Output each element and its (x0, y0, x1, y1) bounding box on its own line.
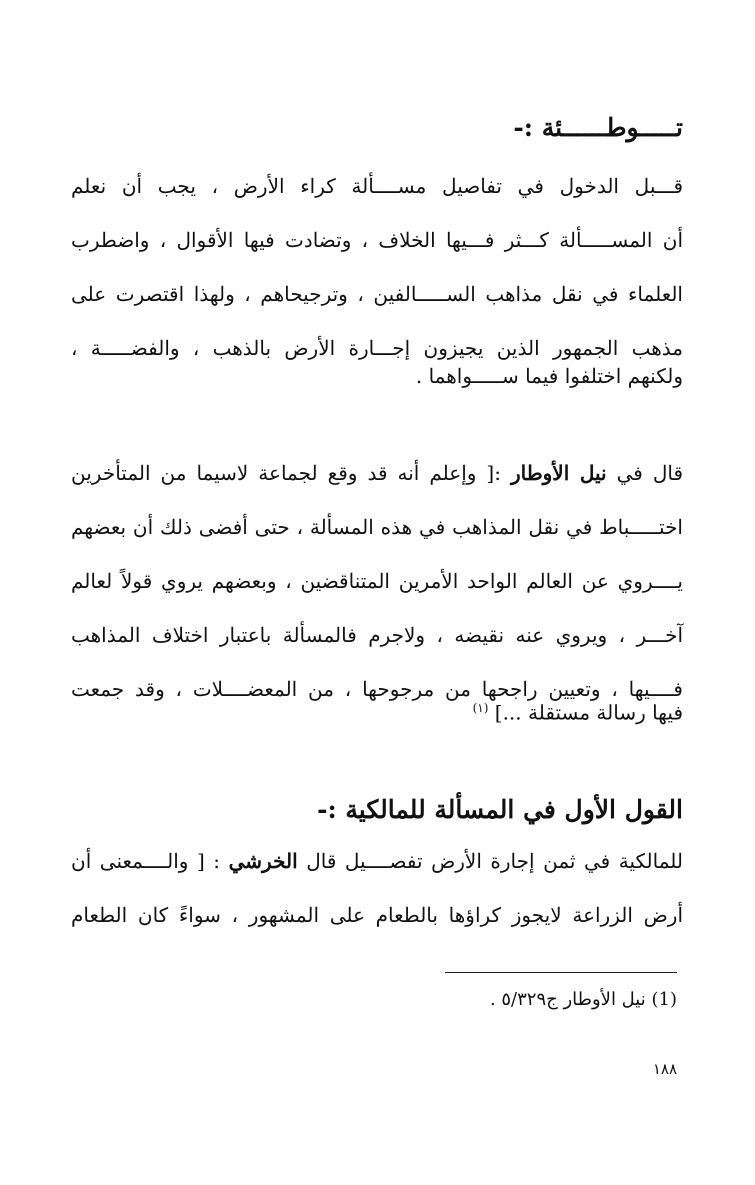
quote-text: فيها رسالة مستقلة ...] (494, 700, 683, 725)
paragraph-line: أن المســـــألة كـــثر فـــيها الخلاف ، وتضادت فيها الأقوال ، واضطرب (71, 228, 683, 252)
paragraph-line: قـــبل الدخول في تفاصيل مســــألة كراء الأرض ، يجب أن نعلم (71, 174, 683, 198)
footnote-number: (1) (651, 989, 677, 1010)
paragraph-line: أرض الزراعة لايجوز كراؤها بالطعام على المشهور ، سواءً كان الطعام (71, 903, 683, 927)
section-heading-first-opinion: القول الأول في المسألة للمالكية :- (317, 795, 683, 824)
section-heading-introduction: تـــــوطــــــئة :- (513, 113, 683, 142)
book-title-nayl-al-awtar: نيل الأوطار (510, 461, 607, 485)
scholar-name-al-kharashi: الخرشي (228, 849, 298, 873)
quote-line: فــــيها ، وتعيين راجحها من مرجوحها ، من المعضــــلات ، وقد جمعت (71, 677, 683, 701)
footnote (490, 985, 677, 1015)
paragraph-line: ولكنهم اختلفوا فيما ســـــواهما . (415, 364, 683, 388)
quote-line: اختـــــباط في نقل المذاهب في هذه المسألة ، حتى أفضى ذلك أن بعضهم (71, 515, 683, 539)
quote-line: يــــروي عن العالم الواحد الأمرين المتناقضين ، وبعضهم يروي قولاً لعالم (71, 569, 683, 593)
quote-intro: قال في (616, 461, 683, 485)
paragraph-line (71, 843, 683, 879)
page-number: ١٨٨ (652, 1060, 677, 1078)
quote-line: آخـــر ، ويروي عنه نقيضه ، ولاجرم فالمسألة باعتبار اختلاف المذاهب (71, 623, 683, 647)
paragraph-line: العلماء في نقل مذاهب الســـــالفين ، وترجيحاهم ، ولهذا اقتصرت على (71, 282, 683, 306)
paragraph-text: : [ والــــمعنى أن (71, 849, 221, 873)
footnote-text: نيل الأوطار ج٥/٣٢٩ . (489, 989, 646, 1010)
paragraph-text: للمالكية في ثمن إجارة الأرض تفصــــيل قال (306, 849, 684, 873)
footnote-marker: (١) (472, 701, 489, 715)
paragraph-line: مذهب الجمهور الذين يجيزون إجـــارة الأرض بالذهب ، والفضـــــة ، (71, 336, 683, 360)
footnote-divider (445, 972, 677, 973)
quote-line-last (473, 690, 683, 731)
quote-line-first (71, 455, 683, 491)
quote-text: :[ وإعلم أنه قد وقع لجماعة لاسيما من المتأخرين (71, 461, 501, 485)
